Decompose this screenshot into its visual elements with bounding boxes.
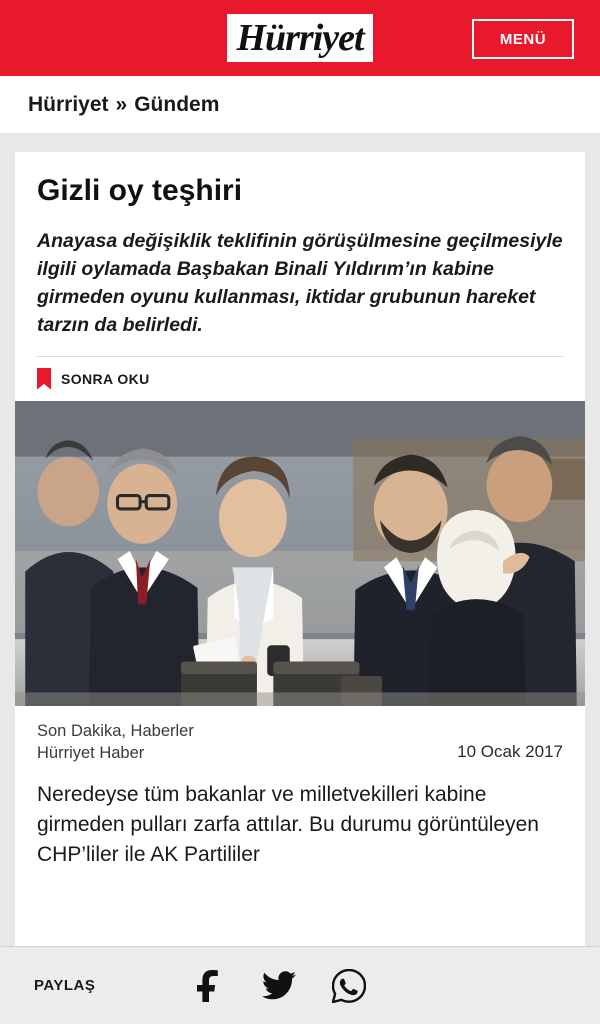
article-categories[interactable]: Son Dakika, Haberler	[37, 721, 194, 740]
read-later-label: SONRA OKU	[61, 370, 150, 387]
share-label: PAYLAŞ	[34, 977, 96, 994]
article-summary: Anayasa değişiklik teklifinin görüşülmesine geçilmesiyle ilgili oylamada Başbakan Binali Yıldırım’ın kabine girmeden oyunu kullanması, iktidar grubunun hareket tarzın da belirledi.	[37, 229, 563, 337]
bookmark-icon	[37, 368, 51, 390]
facebook-glyph	[194, 970, 224, 1002]
article-card	[15, 152, 585, 946]
facebook-icon[interactable]	[174, 970, 244, 1002]
read-later-button[interactable]	[37, 356, 563, 401]
whatsapp-glyph	[332, 969, 366, 1003]
share-bar	[0, 946, 600, 1024]
breadcrumb-section[interactable]: Gündem	[134, 92, 220, 116]
article-body: Neredeyse tüm bakanlar ve milletvekilleri kabine girmeden pulları zarfa attılar. Bu durumu görüntüleyen CHP’liler ile AK Partililer	[37, 783, 539, 866]
menu-button[interactable]	[472, 19, 574, 59]
twitter-glyph	[262, 971, 296, 1001]
breadcrumb-site[interactable]: Hürriyet	[28, 92, 109, 116]
twitter-icon[interactable]	[244, 971, 314, 1001]
breadcrumb-separator: »	[115, 92, 128, 116]
article-date: 10 Ocak 2017	[457, 742, 563, 762]
article-meta-left	[37, 720, 194, 765]
menu-button-label: MENÜ	[499, 30, 547, 48]
article-image-graphic	[15, 401, 585, 706]
article-meta	[15, 706, 585, 775]
article-image	[15, 401, 585, 706]
site-header	[0, 0, 600, 76]
page-title: Gizli oy teşhiri	[37, 174, 243, 207]
article-head	[15, 152, 585, 401]
breadcrumb	[0, 76, 600, 134]
logo-text: Hürriyet	[236, 17, 364, 59]
hurriyet-logo[interactable]	[227, 14, 372, 62]
whatsapp-icon[interactable]	[314, 969, 384, 1003]
content-scroll-area[interactable]	[0, 134, 600, 946]
article-source: Hürriyet Haber	[37, 743, 145, 762]
